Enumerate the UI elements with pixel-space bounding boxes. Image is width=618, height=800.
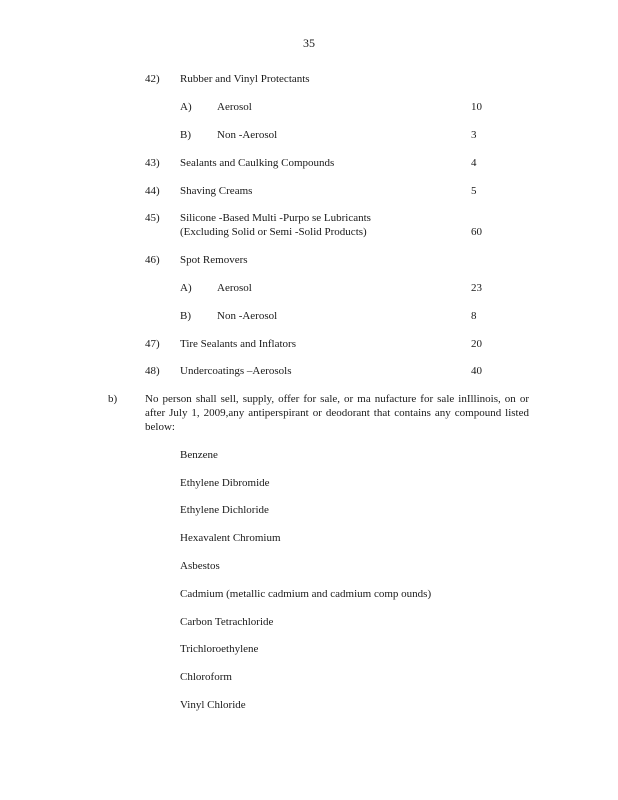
- item-label: Spot Removers: [180, 254, 248, 266]
- section-letter: b): [108, 393, 118, 405]
- item-number: 42): [145, 73, 160, 85]
- page-number: 35: [303, 36, 315, 50]
- item-number: 45): [145, 212, 160, 224]
- compound-item: Hexavalent Chromium: [180, 532, 281, 544]
- item-label: Undercoatings –Aerosols: [180, 365, 292, 377]
- compound-item: Benzene: [180, 449, 218, 461]
- item-value: 4: [471, 157, 477, 169]
- subitem-letter: B): [180, 129, 191, 141]
- compound-item: Cadmium (metallic cadmium and cadmium comp ounds): [180, 588, 432, 600]
- subitem-letter: B): [180, 310, 191, 322]
- subitem-letter: A): [180, 101, 192, 113]
- subitem-value: 8: [471, 310, 477, 322]
- item-number: 46): [145, 254, 160, 266]
- item-number: 43): [145, 157, 160, 169]
- subitem-value: 23: [471, 282, 482, 294]
- item-value: 20: [471, 338, 482, 350]
- section-paragraph: No person shall sell, supply, offer for sale, or ma nufacture for sale inIllinois, on or after July 1, 2009,any antiperspirant or deodorant that contains any compound listed below:: [145, 393, 529, 433]
- subitem-label: Non -Aerosol: [217, 129, 278, 141]
- subitem-value: 10: [471, 101, 482, 113]
- item-label: Sealants and Caulking Compounds: [180, 157, 335, 169]
- compound-item: Asbestos: [180, 560, 220, 572]
- item-number: 48): [145, 365, 160, 377]
- compound-item: Trichloroethylene: [180, 643, 259, 655]
- compound-item: Chloroform: [180, 671, 232, 683]
- compound-item: Ethylene Dichloride: [180, 504, 269, 516]
- item-label: Rubber and Vinyl Protectants: [180, 73, 310, 85]
- compound-item: Carbon Tetrachloride: [180, 616, 274, 628]
- subitem-letter: A): [180, 282, 192, 294]
- subitem-value: 3: [471, 129, 477, 141]
- item-value: 5: [471, 185, 477, 197]
- compound-item: Ethylene Dibromide: [180, 477, 270, 489]
- item-label: Silicone -Based Multi -Purpo se Lubricants: [180, 212, 371, 224]
- item-value: 60: [471, 226, 482, 238]
- item-label: Shaving Creams: [180, 185, 253, 197]
- item-value: 40: [471, 365, 482, 377]
- subitem-label: Non -Aerosol: [217, 310, 278, 322]
- item-label: Tire Sealants and Inflators: [180, 338, 296, 350]
- item-label-continued: (Excluding Solid or Semi -Solid Products): [180, 226, 367, 238]
- subitem-label: Aerosol: [217, 101, 252, 113]
- item-number: 44): [145, 185, 160, 197]
- subitem-label: Aerosol: [217, 282, 252, 294]
- item-number: 47): [145, 338, 160, 350]
- compound-item: Vinyl Chloride: [180, 699, 246, 711]
